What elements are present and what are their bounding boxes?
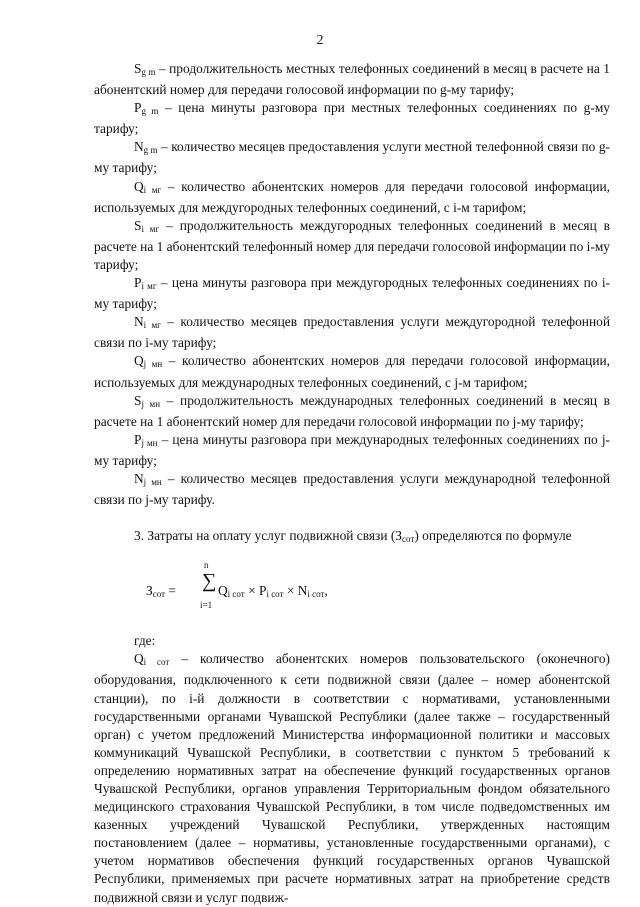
definition-symbol: N — [134, 314, 144, 330]
formula-sigma: ∑ — [202, 570, 217, 593]
definition-symbol: P — [134, 431, 142, 447]
definition-item — [94, 178, 610, 217]
definition-text: – продолжительность междугородных телефонных соединений в месяц в расчете на 1 абонентский телефонный номер для передачи голосовой информации по i-му тарифу; — [94, 217, 610, 272]
definition-item — [94, 138, 610, 177]
formula-n: N — [297, 583, 308, 599]
definition-text: – количество месяцев предоставления услуги местной телефонной связи по g-му тарифу; — [94, 139, 610, 176]
definition-subscript: i мг — [143, 184, 162, 195]
definition-text: – количество месяцев предоставления услуги международной телефонной связи по j-му тарифу. — [94, 470, 610, 508]
definition-item — [94, 99, 610, 138]
definition-item — [94, 470, 610, 509]
formula-p: P — [258, 583, 267, 599]
definition-subscript: j мн — [143, 476, 162, 487]
definition-symbol: N — [134, 470, 144, 486]
definition-item — [94, 352, 610, 391]
definition-symbol: S — [134, 217, 142, 233]
definition-text: – цена минуты разговора при международных телефонных соединениях по j-му тарифу; — [94, 431, 610, 468]
definition-symbol: P — [134, 100, 142, 116]
page-number: 2 — [316, 33, 324, 48]
definition-item — [94, 217, 610, 274]
definition-subscript: j мн — [141, 437, 158, 448]
definition-text: – продолжительность международных телефонных соединений в месяц в расчете на 1 абонентский номер для передачи голосовой информации по j-му тарифу; — [94, 392, 611, 429]
definition-subscript: j мн — [141, 398, 161, 409]
definition-symbol: P — [134, 275, 142, 291]
definition-text: – количество месяцев предоставления услуги междугородной телефонной связи по i-му тарифу; — [94, 314, 610, 351]
section-3-paragraph — [94, 527, 610, 548]
definition-subscript: j мн — [143, 359, 163, 370]
formula-lhs-sub: сот — [152, 589, 166, 600]
definition-symbol: Q — [134, 178, 144, 194]
definition-text: – продолжительность местных телефонных соединений в месяц в расчете на 1 абонентский номер для передачи голосовой информации по g-му тарифу; — [94, 61, 610, 98]
section-3-text-b: ) определяются по формуле — [414, 528, 572, 544]
definition-subscript: g m — [141, 67, 156, 77]
definition-subscript: g m — [141, 106, 159, 117]
definition-symbol: N — [134, 139, 144, 155]
definition-subscript: g m — [143, 145, 158, 156]
formula-p-sub: i сот — [266, 589, 284, 600]
formula-lhs-symbol: З — [146, 583, 153, 599]
formula-tail: , — [324, 583, 328, 599]
definition-item — [94, 274, 610, 313]
formula-lhs — [146, 582, 176, 603]
section-3-text-a: 3. Затраты на оплату услуг подвижной связи (З — [134, 528, 402, 544]
last-def-text: – количество абонентских номеров пользовательского (оконечного) оборудования, подключенного к сети подвижной связи (далее – номер абонентской станции), по i-й должности в соответствии с нормативами, установленными государственными органами Чувашской Республики (далее также – государственный орган) с учетом предложений Министерства информационной политики и массовых коммуникаций Чувашской Республики, в соответствии с пунктом 5 требований к определению нормативных затрат на обеспечение функций государственных органов Чувашской Республики, органов управления Территориальным фондом обязательного медицинского страхования Чувашской Республики, в том числе подведомственных им казенных учреждений Чувашской Республики, утвержденных настоящим постановлением (далее – нормативы, установленные государственными органами), с учетом нормативов обеспечения функций государственных органов Чувашской Республики, применяемых при расчете нормативных затрат на приобретение средств подвижной связи и услуг подвиж- — [94, 651, 610, 905]
formula-rhs — [218, 582, 328, 603]
definition-text: – цена минуты разговора при междугородных телефонных соединениях по i-му тарифу; — [94, 275, 610, 312]
definition-symbol: Q — [134, 353, 144, 369]
formula-q: Q — [218, 583, 228, 599]
formula-times-1: × — [244, 583, 259, 599]
definition-text: – количество абонентских номеров для передачи голосовой информации, используемых для междугородных телефонных соединений, с i-м тарифом; — [94, 178, 611, 215]
definition-item — [94, 313, 610, 352]
last-definition — [94, 650, 610, 906]
definition-item — [94, 431, 610, 470]
document-body — [94, 60, 610, 907]
definition-subscript: i мг — [141, 281, 157, 292]
formula-times-2: × — [283, 583, 298, 599]
formula-sum-lower: i=1 — [200, 600, 213, 611]
definition-symbol: S — [134, 392, 142, 408]
definition-text: – количество абонентских номеров для передачи голосовой информации, используемых для международных телефонных соединений, с j-м тарифом; — [94, 353, 611, 390]
definition-item — [94, 60, 610, 99]
last-def-symbol: Q — [134, 651, 144, 667]
definition-subscript: i мг — [143, 320, 161, 331]
section-3-sub: сот — [402, 534, 415, 545]
formula-equals: = — [165, 583, 176, 599]
formula-sum-upper: n — [204, 560, 209, 571]
formula-q-sub: i сот — [227, 589, 245, 600]
formula-n-sub: i сот — [307, 589, 325, 600]
where-label: где: — [134, 633, 156, 649]
last-def-sub: i сот — [143, 657, 170, 668]
definitions-list — [94, 60, 610, 509]
definition-subscript: i мг — [141, 223, 160, 234]
definition-text: – цена минуты разговора при местных телефонных соединениях по g-му тарифу; — [94, 100, 610, 137]
definition-item — [94, 392, 610, 431]
definition-symbol: S — [134, 61, 142, 76]
formula — [94, 556, 610, 616]
